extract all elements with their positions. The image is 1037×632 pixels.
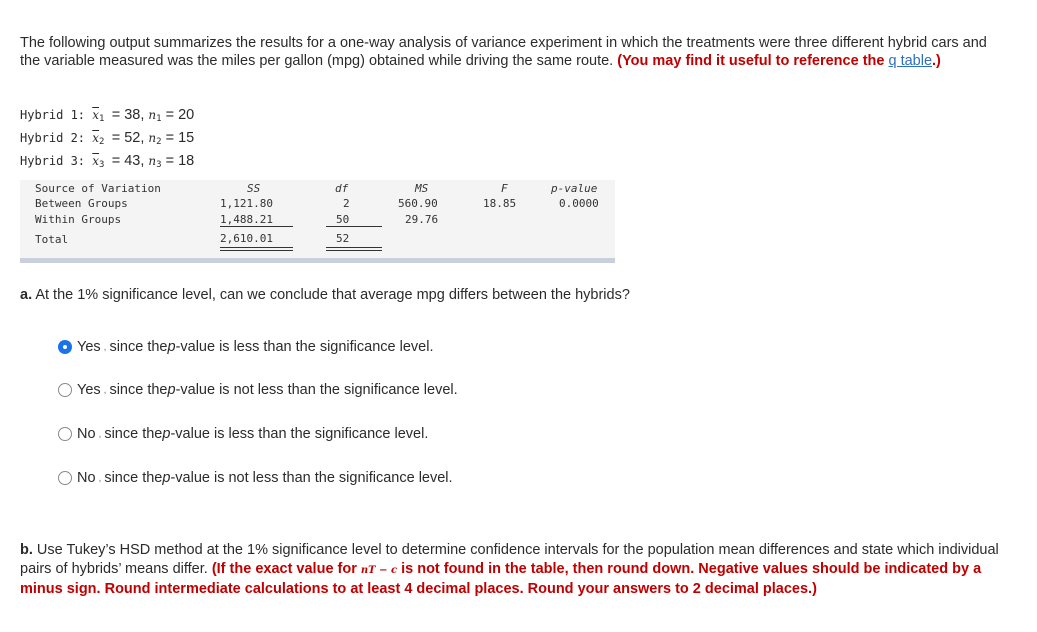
radio-icon[interactable] (58, 471, 72, 485)
row-ms: 29.76 (405, 213, 439, 226)
option-a-4[interactable] (58, 470, 453, 486)
separator-icon: , (103, 384, 107, 396)
question-a-text: At the 1% significance level, can we conclude that average mpg differs between the hybrids? (32, 287, 630, 303)
p-italic: p (162, 470, 171, 486)
radio-icon[interactable] (58, 383, 72, 397)
row-df: 2 (343, 197, 350, 210)
row-df: 52 (336, 232, 350, 245)
option-answer: No (77, 426, 96, 442)
row-df: 50 (336, 213, 350, 226)
n-subscript: 2 (156, 137, 162, 147)
row-source: Within Groups (35, 213, 122, 226)
question-b-label: b. (20, 542, 33, 558)
option-reason: -value is not less than the significance level. (170, 470, 453, 486)
xbar-subscript: 3 (99, 160, 105, 170)
instruction-1: (If the exact value for (207, 560, 361, 577)
question-a (20, 287, 630, 303)
header-ss: SS (247, 182, 261, 195)
xbar-subscript: 2 (99, 137, 105, 147)
stat-label: Hybrid 2: (20, 131, 93, 145)
df-total-double-line (326, 250, 382, 251)
separator-icon: , (98, 472, 102, 484)
instruction-2: is not found in the table, then round down. Negative values should be indicated by a minus sign. Round intermediate calculations to at least 4 decimal places. Round your answers to 2 decimal places.) (20, 560, 982, 597)
n-value: 15 (178, 130, 195, 146)
stat-row-hybrid-2: Hybrid 2: $\overline{x}_2 = 52$, $n_2 = 15$ (20, 130, 195, 147)
stat-row-hybrid-3: Hybrid 3: $\overline{x}_3 = 43$, $n_3 = 18$ (20, 153, 195, 170)
header-source: Source of Variation (35, 182, 161, 195)
radio-selected-icon[interactable] (58, 340, 72, 354)
xbar-symbol: $\overline{x}$ (92, 131, 100, 145)
row-source: Between Groups (35, 197, 128, 210)
question-a-label: a. (20, 287, 33, 303)
row-source: Total (35, 233, 69, 246)
ss-subtotal-line (220, 226, 293, 227)
row-ss: 2,610.01 (220, 232, 273, 245)
header-ms: MS (415, 182, 429, 195)
ss-total-double-line (220, 247, 293, 248)
ss-total-double-line (220, 250, 293, 251)
xbar-symbol: $\overline{x}$ (92, 154, 100, 168)
option-answer: No (77, 470, 96, 486)
separator-icon: , (98, 428, 102, 440)
table-bottom-bar (20, 258, 615, 263)
hint-suffix: .) (932, 53, 941, 69)
mean-value: 43 (124, 153, 141, 169)
option-a-1[interactable] (58, 339, 433, 355)
option-reason: since the (109, 339, 168, 355)
row-p-value: 0.0000 (559, 197, 599, 210)
separator-icon: , (103, 341, 107, 353)
hint-text (617, 53, 941, 69)
formula-text: nT − c (360, 564, 398, 576)
stat-row-hybrid-1: Hybrid 1: $\overline{x}_1 = 38$, $n_1 = 20$ (20, 107, 195, 124)
df-total-double-line (326, 247, 382, 248)
xbar-symbol: $\overline{x}$ (92, 108, 100, 122)
p-italic: p (162, 426, 171, 442)
question-b (20, 541, 1010, 599)
option-answer: Yes (77, 339, 101, 355)
mean-value: 52 (124, 130, 141, 146)
anova-table (20, 180, 615, 264)
option-reason: -value is less than the significance level. (170, 426, 429, 442)
sample-statistics (20, 106, 194, 175)
stat-label: Hybrid 1: (20, 108, 93, 122)
radio-icon[interactable] (58, 427, 72, 441)
row-ms: 560.90 (398, 197, 438, 210)
option-reason: since the (109, 382, 168, 398)
header-f: F (501, 182, 508, 195)
hint-prefix: (You may find it useful to reference the (617, 53, 889, 69)
p-italic: p (167, 339, 176, 355)
header-p-value: p-value (551, 182, 598, 195)
intro-text: The following output summarizes the results for a one-way analysis of variance experiment in which the treatments were three different hybrid cars and the variable measured was the miles per gallon (mpg) obtained while driving the same route. (20, 35, 987, 69)
option-reason: since the (104, 426, 163, 442)
n-subscript: 3 (156, 160, 162, 170)
question-b-text: Use Tukey’s HSD method at the 1% significance level to determine confidence intervals for the population mean differences and state which individual pairs of hybrids’ means differ. (20, 542, 999, 577)
xbar-subscript: 1 (99, 114, 105, 124)
option-a-3[interactable] (58, 426, 428, 442)
header-df: df (335, 182, 349, 195)
option-a-2[interactable] (58, 382, 458, 398)
mean-value: 38 (124, 107, 141, 123)
option-reason: since the (104, 470, 163, 486)
option-answer: Yes (77, 382, 101, 398)
n-value: 20 (178, 107, 195, 123)
row-ss: 1,121.80 (220, 197, 273, 210)
df-subtotal-line (326, 226, 382, 227)
p-italic: p (167, 382, 176, 398)
option-reason: -value is less than the significance level. (175, 339, 434, 355)
stat-label: Hybrid 3: (20, 154, 93, 168)
q-table-link[interactable]: q table (888, 53, 933, 69)
option-reason: -value is not less than the significance level. (175, 382, 458, 398)
row-ss: 1,488.21 (220, 213, 273, 226)
intro-paragraph (20, 34, 1010, 70)
row-f: 18.85 (483, 197, 517, 210)
n-subscript: 1 (156, 114, 162, 124)
n-value: 18 (178, 153, 195, 169)
